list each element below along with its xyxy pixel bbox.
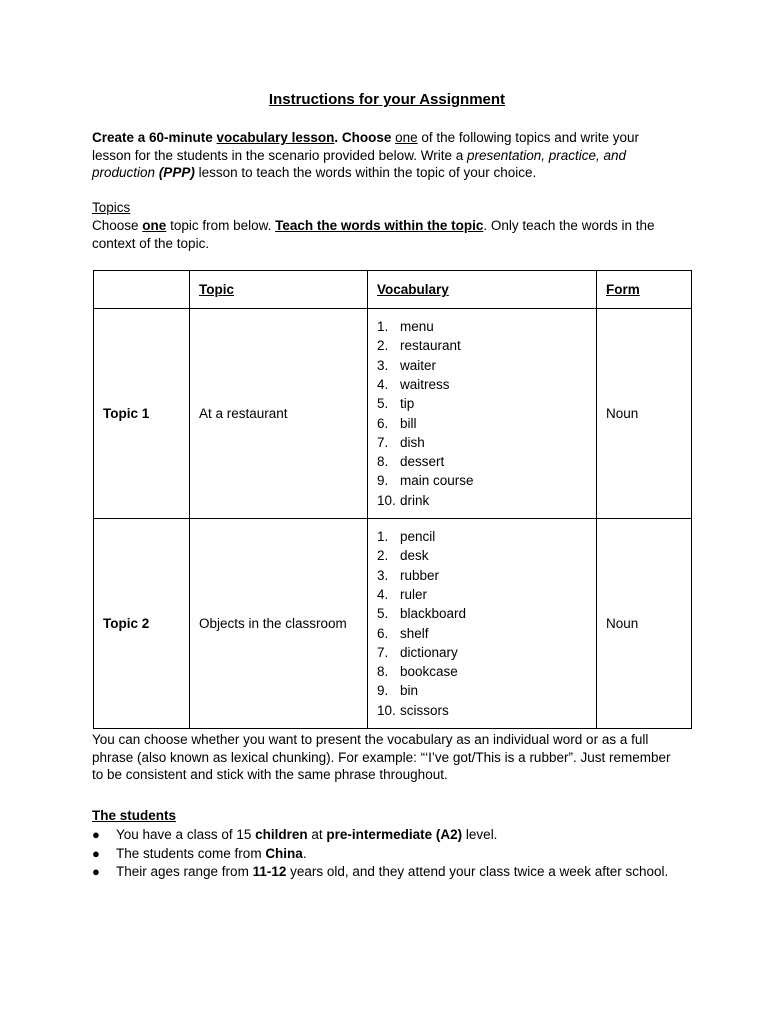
vocabulary-cell: [368, 519, 597, 729]
vocabulary-word: ruler: [400, 586, 428, 602]
list-text: The students come from: [116, 845, 266, 861]
vocabulary-word: shelf: [400, 625, 429, 641]
vocabulary-word: bin: [400, 683, 419, 699]
item-number: 4.: [377, 586, 389, 602]
intro-paragraph: [92, 129, 677, 182]
vocabulary-item: [377, 585, 596, 604]
topic-label-cell: Topic 2: [94, 519, 190, 729]
vocabulary-item: [377, 681, 596, 700]
students-heading: The students: [92, 808, 177, 823]
bullet-icon: ●: [92, 827, 100, 842]
topic-name-cell: Objects in the classroom: [190, 519, 368, 729]
topic-label-cell: Topic 1: [94, 309, 190, 519]
vocabulary-item: [377, 701, 596, 720]
table-row: [94, 519, 692, 729]
vocabulary-cell: [368, 309, 597, 519]
topics-text: one: [142, 218, 167, 233]
intro-text: . Choose: [334, 130, 396, 145]
vocabulary-word: dictionary: [400, 644, 458, 660]
list-text: years old, and they attend your class twice a week after school.: [286, 864, 669, 879]
vocabulary-item: [377, 491, 596, 510]
list-text: You have a class of 15: [116, 827, 256, 842]
item-number: 5.: [377, 396, 389, 412]
item-number: 9.: [377, 683, 389, 699]
vocabulary-word: drink: [400, 492, 430, 508]
after-table-paragraph: You can choose whether you want to present the vocabulary as an individual word or as a full phrase (also known as lexical chunking). For example: “‘I’ve got/This is a rubber”. Just remember to be consistent and stick with the same phrase throughout.: [92, 732, 671, 782]
topics-table: [93, 270, 692, 729]
list-text: 11-12: [252, 864, 287, 879]
vocabulary-item: [377, 452, 596, 471]
vocabulary-list: [377, 317, 596, 510]
item-number: 10.: [377, 702, 396, 718]
vocabulary-word: dessert: [400, 454, 445, 470]
intro-text: lesson to teach the words within the topic of your choice.: [194, 165, 537, 180]
item-number: 5.: [377, 606, 389, 622]
list-text: children: [255, 827, 308, 842]
topics-paragraph: [92, 217, 677, 252]
item-number: 2.: [377, 548, 389, 564]
vocabulary-item: [377, 546, 596, 565]
vocabulary-word: waiter: [400, 357, 437, 373]
list-text: level.: [462, 827, 498, 842]
bullet-icon: ●: [92, 864, 100, 879]
intro-text: Create a 60-minute: [92, 130, 217, 145]
vocabulary-word: waitress: [400, 376, 450, 392]
vocabulary-list: [377, 527, 596, 720]
list-text: .: [302, 845, 307, 861]
item-number: 3.: [377, 567, 389, 583]
vocabulary-item: [377, 527, 596, 546]
list-item: [92, 826, 674, 845]
item-number: 6.: [377, 415, 389, 431]
topics-text: topic from below.: [166, 218, 276, 233]
list-item: [92, 845, 674, 864]
vocabulary-word: main course: [400, 473, 474, 489]
vocabulary-word: blackboard: [400, 606, 467, 622]
document-title: Instructions for your Assignment: [268, 91, 506, 108]
intro-text: one: [395, 130, 418, 145]
vocabulary-word: desk: [400, 548, 429, 564]
vocabulary-item: [377, 566, 596, 585]
vocabulary-word: restaurant: [400, 338, 461, 354]
item-number: 10.: [377, 492, 396, 508]
vocabulary-word: dish: [400, 434, 425, 450]
vocabulary-item: [377, 336, 596, 355]
item-number: 2.: [377, 338, 389, 354]
vocabulary-word: scissors: [400, 702, 449, 718]
intro-text: vocabulary lesson: [216, 130, 335, 145]
vocabulary-word: menu: [400, 319, 434, 335]
vocabulary-item: [377, 356, 596, 375]
list-item: [92, 863, 674, 882]
table-header-cell: Form: [597, 271, 692, 309]
intro-text: presentation, practice, and production: [92, 147, 627, 180]
vocabulary-item: [377, 662, 596, 681]
item-number: 4.: [377, 376, 389, 392]
topic-name-cell: At a restaurant: [190, 309, 368, 519]
item-number: 7.: [377, 644, 389, 660]
list-text: China: [265, 845, 303, 861]
vocabulary-item: [377, 643, 596, 662]
item-number: 9.: [377, 473, 389, 489]
vocabulary-word: rubber: [400, 567, 440, 583]
vocabulary-item: [377, 471, 596, 490]
topics-text: Teach the words within the topic: [275, 218, 484, 233]
item-number: 8.: [377, 454, 389, 470]
item-number: 8.: [377, 664, 389, 680]
topics-text: Choose: [92, 218, 143, 233]
vocabulary-item: [377, 375, 596, 394]
topics-text: . Only teach the words in the context of the topic.: [92, 218, 655, 251]
topics-heading: Topics: [92, 200, 131, 215]
bullet-icon: ●: [92, 845, 100, 861]
table-row: [94, 309, 692, 519]
form-cell: Noun: [597, 519, 692, 729]
table-header-row: [94, 271, 692, 309]
vocabulary-item: [377, 624, 596, 643]
item-number: 1.: [377, 529, 389, 545]
vocabulary-word: tip: [400, 396, 415, 412]
vocabulary-word: pencil: [400, 529, 436, 545]
table-header-cell: [94, 271, 190, 309]
item-number: 1.: [377, 319, 389, 335]
vocabulary-word: bill: [400, 415, 417, 431]
vocabulary-item: [377, 604, 596, 623]
vocabulary-word: bookcase: [400, 664, 458, 680]
list-text: pre-intermediate (A2): [326, 827, 463, 842]
vocabulary-item: [377, 414, 596, 433]
item-number: 6.: [377, 625, 389, 641]
vocabulary-item: [377, 317, 596, 336]
intro-text: (PPP): [158, 165, 195, 180]
list-text: at: [307, 827, 327, 842]
list-text: Their ages range from: [116, 864, 253, 879]
table-header-cell: Vocabulary: [368, 271, 597, 309]
form-cell: Noun: [597, 309, 692, 519]
item-number: 7.: [377, 434, 389, 450]
table-header-cell: Topic: [190, 271, 368, 309]
intro-text: of the following topics and write your lesson for the students in the scenario provided below. Write a: [92, 130, 640, 163]
vocabulary-item: [377, 394, 596, 413]
item-number: 3.: [377, 357, 389, 373]
vocabulary-item: [377, 433, 596, 452]
students-list: [92, 826, 674, 882]
